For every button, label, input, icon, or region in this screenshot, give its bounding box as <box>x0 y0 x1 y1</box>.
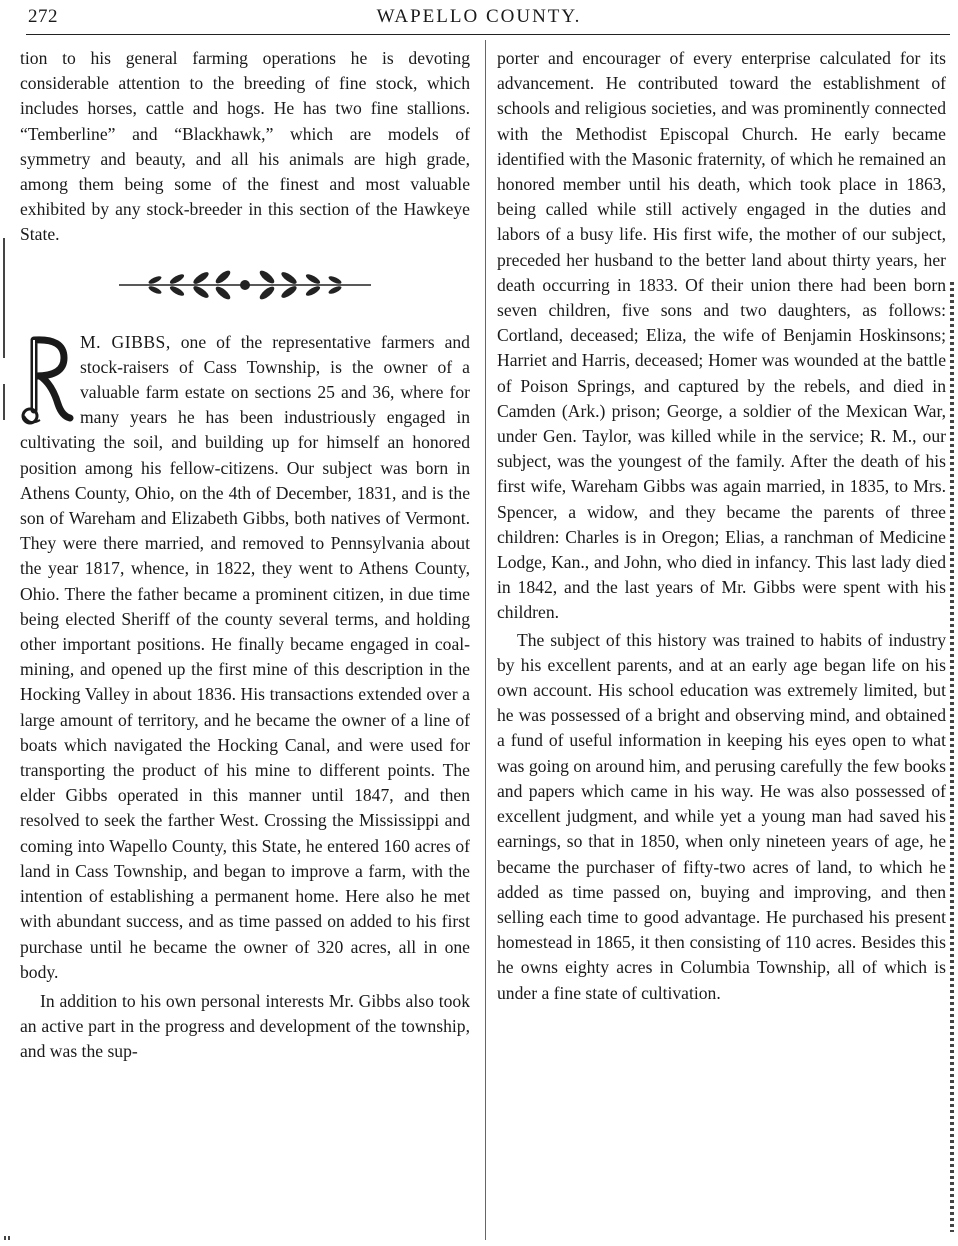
biography-text: one of the representative farmers and stock-raisers of Cass Township, is the owner of a valuable farm estate on sections 25 and 36, where for many years he has been industriously engaged in cultivating the soil, and building up for himself an honored position among his fellow-citizens. Our subject was born in Athens County, Ohio, on the 4th of December, 1831, and is the son of Wareham and Elizabeth Gibbs, both natives of Vermont. They were there married, and removed to Pennsylvania about the year 1817, whence, in 1822, they went to Athens County, Ohio. There the father became a prominent citizen, in due time being elected Sheriff of the county several terms, and holding other important positions. He finally became engaged in coal-mining, and opened up the first mine of this description in the Hocking Valley in about 1836. His transactions extended over a large amount of territory, and he became the owner of a line of boats which navigated the Hocking Canal, and were used for transporting the product of his mine to different points. The elder Gibbs operated in this manner until 1847, and then resolved to seek the farther West. Crossing the Mississippi and coming into Wapello County, this State, he entered 160 acres of land in Cass Township, and began to improve a farm, with the intention of establishing a permanent home. Here also he met with abundant success, and as time passed on added to his first purchase until he became the owner of 320 acres, all in one body. <box>20 331 470 982</box>
column-divider <box>485 40 486 1240</box>
left-column <box>20 46 470 1065</box>
page-number: 272 <box>28 6 58 27</box>
biography-paragraph <box>20 330 470 985</box>
right-column <box>497 46 946 1006</box>
paragraph: porter and encourager of every enterprise calculated for its advancement. He contributed toward the establishment of schools and religious societies, and was prominently connected with the Methodist Episcopal Church. He early became identified with the Masonic fraternity, of which he remained an honored member until his death, which took place in 1863, being called while still actively engaged in the duties and labors of a busy life. His first wife, the mother of our subject, preceded her husband to the better land about thirty years, her death occurring in 1833. Of their union there had been born seven children, five sons and two daughters, as follows: Cortland, deceased; Eliza, the wife of Benjamin Hoskinsons; Harriet and Harris, deceased; Homer was wounded at the battle of Poison Springs, and captured by the rebels, and died in Camden (Ark.) prison; George, a soldier of the Mexican War, under Gen. Taylor, was killed while in the service; R. M., our subject, was the youngest of the family. After the death of his first wife, Wareham Gibbs was again married, in 1835, to Mrs. Spencer, a widow, and they became the parents of three children: Charles is in Oregon; Elias, a ranchman of Medicine Lodge, Kan., and John, who died in infancy. This last lady died in 1842, and the last years of Mr. Gibbs were spent with his children. <box>497 48 946 623</box>
margin-mark-right <box>950 282 954 1232</box>
dropcap-r-icon <box>20 334 74 428</box>
margin-mark-left <box>3 238 5 358</box>
paragraph: The subject of this history was trained to habits of industry by his excellent parents, and at an early age began life on his own account. His school education was extremely limited, but he was possessed of a bright and observing mind, and obtained a fund of useful information in keeping his eyes open to what was going on around him, and perusing carefully the few books and papers which came in his way. He was also possessed of excellent judgment, and while yet a young man had saved his earnings, so that in 1850, when only nineteen years of age, he became the purchaser of fifty-two acres of land, to which he added as time passed on, buying and improving, and then selling each time to good advantage. He purchased his present homestead in 1865, it then consisting of 110 acres. Besides this he owns eighty acres in Columbia Township, all of which is under a fine state of cultivation. <box>497 629 946 1003</box>
paragraph: In addition to his own personal interests Mr. Gibbs also took an active part in the progress and development of the township, and was the sup- <box>20 990 470 1062</box>
header-rule <box>26 34 950 35</box>
paragraph: tion to his general farming operations he is devoting considerable attention to the breeding of fine stock, which includes horses, cattle and hogs. He has two fine stallions. “Temberline” and “Blackhawk,” which are models of symmetry and beauty, and all his animals are high grade, among them being some of the finest and most valuable exhibited by any stock-breeder in this section of the Hawkeye State. <box>20 48 470 245</box>
subject-name: M. GIBBS, <box>80 331 171 352</box>
dropcap-letter <box>20 334 74 428</box>
corner-mark <box>4 1236 12 1240</box>
running-head: WAPELLO COUNTY. <box>376 6 582 27</box>
margin-mark-left <box>3 384 5 420</box>
leaf-ornament-divider <box>115 268 375 302</box>
